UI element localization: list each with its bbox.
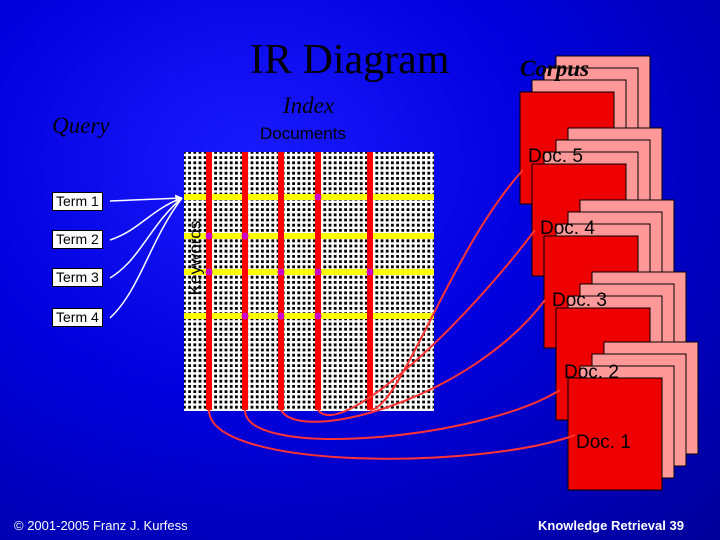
doc-3-label: Doc. 3 [552,290,607,311]
doc-column-5 [367,152,373,410]
doc-column-2 [242,152,248,410]
query-term-arrow [110,198,182,278]
match-dot [242,313,249,320]
doc-link-1 [209,410,575,459]
term-1-box: Term 1 [52,192,103,211]
doc-1-label: Doc. 1 [576,432,631,453]
documents-label: Documents [260,124,346,143]
match-dot [206,269,213,276]
doc-2-label: Doc. 2 [564,362,619,383]
term-4-box: Term 4 [52,308,103,327]
doc-column-1 [206,152,212,410]
match-dot [242,233,249,240]
match-dot [315,313,322,320]
doc-5-label: Doc. 5 [528,146,583,167]
term-3-box: Term 3 [52,268,103,287]
match-dot [367,269,374,276]
term-row-4 [184,313,434,319]
query-label: Query [52,113,110,138]
match-dot [315,269,322,276]
term-row-2 [184,233,434,239]
match-dot [315,194,322,201]
doc-4-label: Doc. 4 [540,218,595,239]
match-dot [278,313,285,320]
doc-column-4 [315,152,321,410]
course-name: Knowledge Retrieval [538,518,666,533]
match-dot [278,269,285,276]
course-footer [538,518,684,533]
query-term-arrow [110,198,182,201]
index-label: Index [283,93,335,118]
doc-column-3 [278,152,284,410]
copyright-footer: © 2001-2005 Franz J. Kurfess [14,518,188,533]
match-dot [206,233,213,240]
slide-title: IR Diagram [250,37,450,83]
term-row-3 [184,269,434,275]
term-row-1 [184,194,434,200]
page-number: 39 [669,518,684,533]
query-term-arrow [110,198,182,318]
corpus-label: Corpus [520,56,590,81]
keywords-axis-label: Keywords [185,220,205,296]
query-term-arrow [110,198,182,240]
term-2-box: Term 2 [52,230,103,249]
